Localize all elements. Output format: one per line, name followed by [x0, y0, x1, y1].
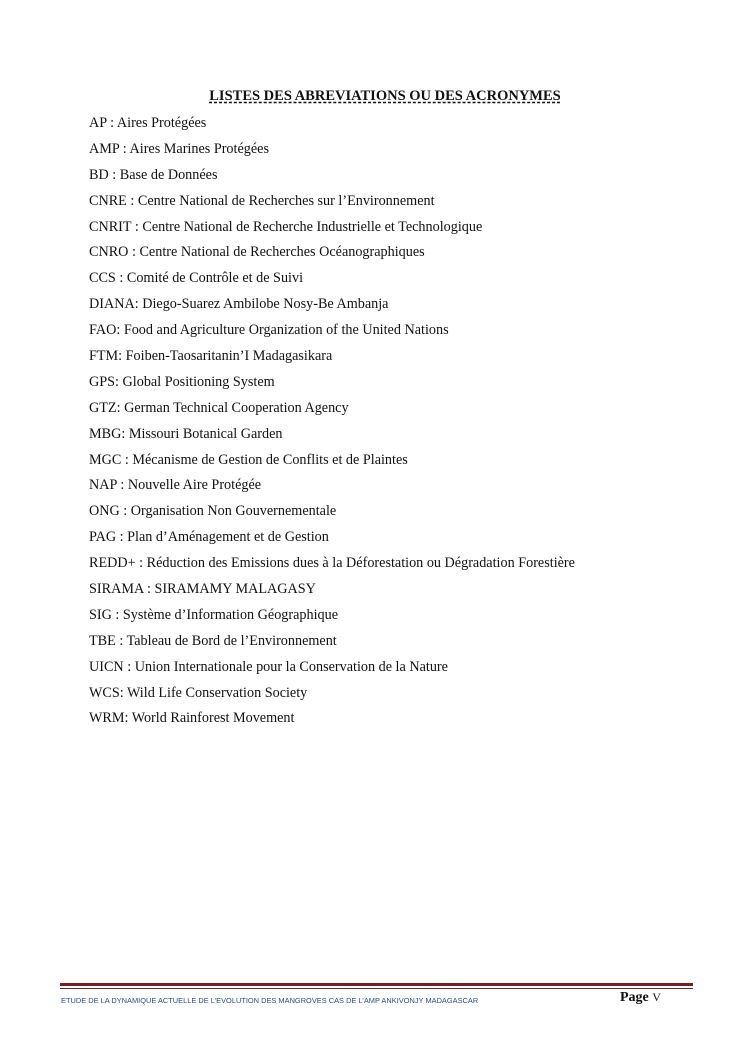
abbreviation-separator: : [131, 218, 143, 235]
abbreviation-definition: Organisation Non Gouvernementale [130, 503, 337, 520]
abbreviation-entry [89, 684, 575, 710]
abbreviation-entry [89, 269, 575, 295]
abbreviation-separator: : [116, 322, 124, 339]
abbreviation-term: BD [89, 166, 109, 183]
abbreviation-definition: Global Positioning System [122, 373, 275, 390]
page-number [620, 990, 661, 1006]
abbreviation-term: NAP [89, 477, 117, 494]
abbreviation-definition: World Rainforest Movement [131, 710, 295, 727]
abbreviation-term: REDD+ [89, 555, 136, 572]
footer-rule-thick [60, 983, 693, 986]
abbreviation-definition: Food and Agriculture Organization of the United Nations [123, 322, 449, 339]
abbreviation-definition: Centre National de Recherche Industrielle et Technologique [142, 218, 483, 235]
abbreviation-definition: SIRAMAMY MALAGASY [154, 581, 316, 598]
abbreviation-entry [89, 347, 575, 373]
abbreviation-entry [89, 425, 575, 451]
abbreviation-entry [89, 554, 575, 580]
abbreviation-entry [89, 632, 575, 658]
abbreviation-definition: Wild Life Conservation Society [126, 684, 308, 701]
abbreviation-term: DIANA [89, 296, 135, 313]
abbreviation-definition: Réduction des Emissions dues à la Déforestation ou Dégradation Forestière [146, 555, 575, 572]
abbreviation-separator: : [115, 270, 127, 287]
abbreviation-entry [89, 502, 575, 528]
abbreviation-separator: : [111, 606, 123, 623]
abbreviation-definition: Base de Données [119, 166, 218, 183]
abbreviation-separator: : [135, 555, 147, 572]
abbreviation-term: TBE [89, 632, 116, 649]
abbreviation-entry [89, 476, 575, 502]
abbreviation-term: SIRAMA [89, 581, 144, 598]
abbreviation-separator: : [106, 115, 117, 131]
abbreviation-term: CNRO [89, 244, 129, 261]
abbreviation-term: AP [89, 115, 107, 131]
abbreviation-separator: : [121, 425, 129, 442]
abbreviation-separator: : [118, 348, 126, 365]
abbreviation-separator: : [116, 529, 128, 546]
abbreviation-definition: Système d’Information Géographique [122, 606, 339, 623]
abbreviation-separator: : [128, 244, 140, 261]
abbreviation-entry [89, 606, 575, 632]
abbreviation-term: GPS [89, 373, 116, 390]
abbreviation-entry [89, 140, 575, 166]
abbreviation-list [89, 114, 575, 735]
abbreviation-term: ONG [89, 503, 120, 520]
abbreviation-entry [89, 528, 575, 554]
abbreviation-entry [89, 243, 575, 269]
abbreviation-separator: : [116, 399, 125, 416]
footer-document-title: ETUDE DE LA DYNAMIQUE ACTUELLE DE L’EVOLUTION DES MANGROVES CAS DE L’AMP ANKIVONJY MADAGASCAR [61, 996, 479, 1005]
abbreviation-separator: : [124, 710, 132, 727]
abbreviation-entry [89, 709, 575, 735]
abbreviation-entry [89, 399, 575, 425]
abbreviation-definition: Aires Marines Protégées [129, 140, 269, 157]
abbreviation-separator: : [126, 192, 138, 209]
abbreviation-entry [89, 166, 575, 192]
abbreviation-separator: : [119, 503, 131, 520]
page-title-text: LISTES DES ABREVIATIONS OU DES ACRONYMES [209, 88, 561, 104]
abbreviation-definition: Centre National de Recherches sur l’Environnement [137, 192, 435, 209]
abbreviation-definition: Plan d’Aménagement et de Gestion [127, 529, 329, 546]
abbreviation-separator: : [116, 477, 128, 494]
abbreviation-term: UICN [89, 658, 124, 675]
abbreviation-term: WCS [89, 684, 120, 701]
abbreviation-term: GTZ [89, 399, 117, 416]
page-number-value: V [652, 990, 661, 1004]
abbreviation-definition: Comité de Contrôle et de Suivi [126, 270, 304, 287]
abbreviation-term: PAG [89, 529, 117, 546]
abbreviation-separator: : [121, 451, 133, 468]
abbreviation-term: WRM [89, 710, 125, 727]
abbreviation-definition: Centre National de Recherches Océanographiques [139, 244, 425, 261]
abbreviation-term: FAO [89, 322, 117, 339]
abbreviation-entry [89, 451, 575, 477]
abbreviation-separator: : [119, 684, 127, 701]
abbreviation-entry [89, 295, 575, 321]
abbreviation-definition: German Technical Cooperation Agency [124, 399, 349, 416]
abbreviation-definition: Tableau de Bord de l’Environnement [126, 632, 337, 649]
abbreviation-entry [89, 114, 575, 140]
abbreviation-definition: Diego-Suarez Ambilobe Nosy-Be Ambanja [142, 296, 389, 313]
page-title [0, 88, 745, 105]
abbreviation-term: MBG [89, 425, 122, 442]
abbreviation-entry [89, 580, 575, 606]
abbreviation-term: AMP [89, 140, 120, 157]
abbreviation-entry [89, 192, 575, 218]
abbreviation-term: CNRE [89, 192, 127, 209]
abbreviation-separator: : [119, 140, 130, 157]
abbreviation-definition: Union Internationale pour la Conservation de la Nature [134, 658, 448, 675]
abbreviation-definition: Missouri Botanical Garden [128, 425, 283, 442]
abbreviation-definition: Nouvelle Aire Protégée [127, 477, 262, 494]
abbreviation-entry [89, 321, 575, 347]
abbreviation-entry [89, 658, 575, 684]
abbreviation-term: CNRIT [89, 218, 132, 235]
abbreviation-definition: Aires Protégées [116, 115, 207, 131]
abbreviation-entry [89, 373, 575, 399]
abbreviation-term: FTM [89, 348, 119, 365]
abbreviation-separator: : [108, 166, 120, 183]
abbreviation-separator: : [134, 296, 143, 313]
abbreviation-separator: : [115, 632, 127, 649]
abbreviation-term: CCS [89, 270, 116, 287]
abbreviation-definition: Foiben-Taosaritanin’I Madagasikara [125, 348, 333, 365]
footer-rule-thin [60, 988, 693, 989]
abbreviation-entry [89, 218, 575, 244]
abbreviation-term: SIG [89, 606, 112, 623]
page-number-label: Page [620, 990, 649, 1005]
abbreviation-definition: Mécanisme de Gestion de Conflits et de Plaintes [132, 451, 408, 468]
abbreviation-separator: : [115, 373, 123, 390]
abbreviation-term: MGC [89, 451, 122, 468]
abbreviation-separator: : [123, 658, 135, 675]
abbreviation-separator: : [143, 581, 155, 598]
